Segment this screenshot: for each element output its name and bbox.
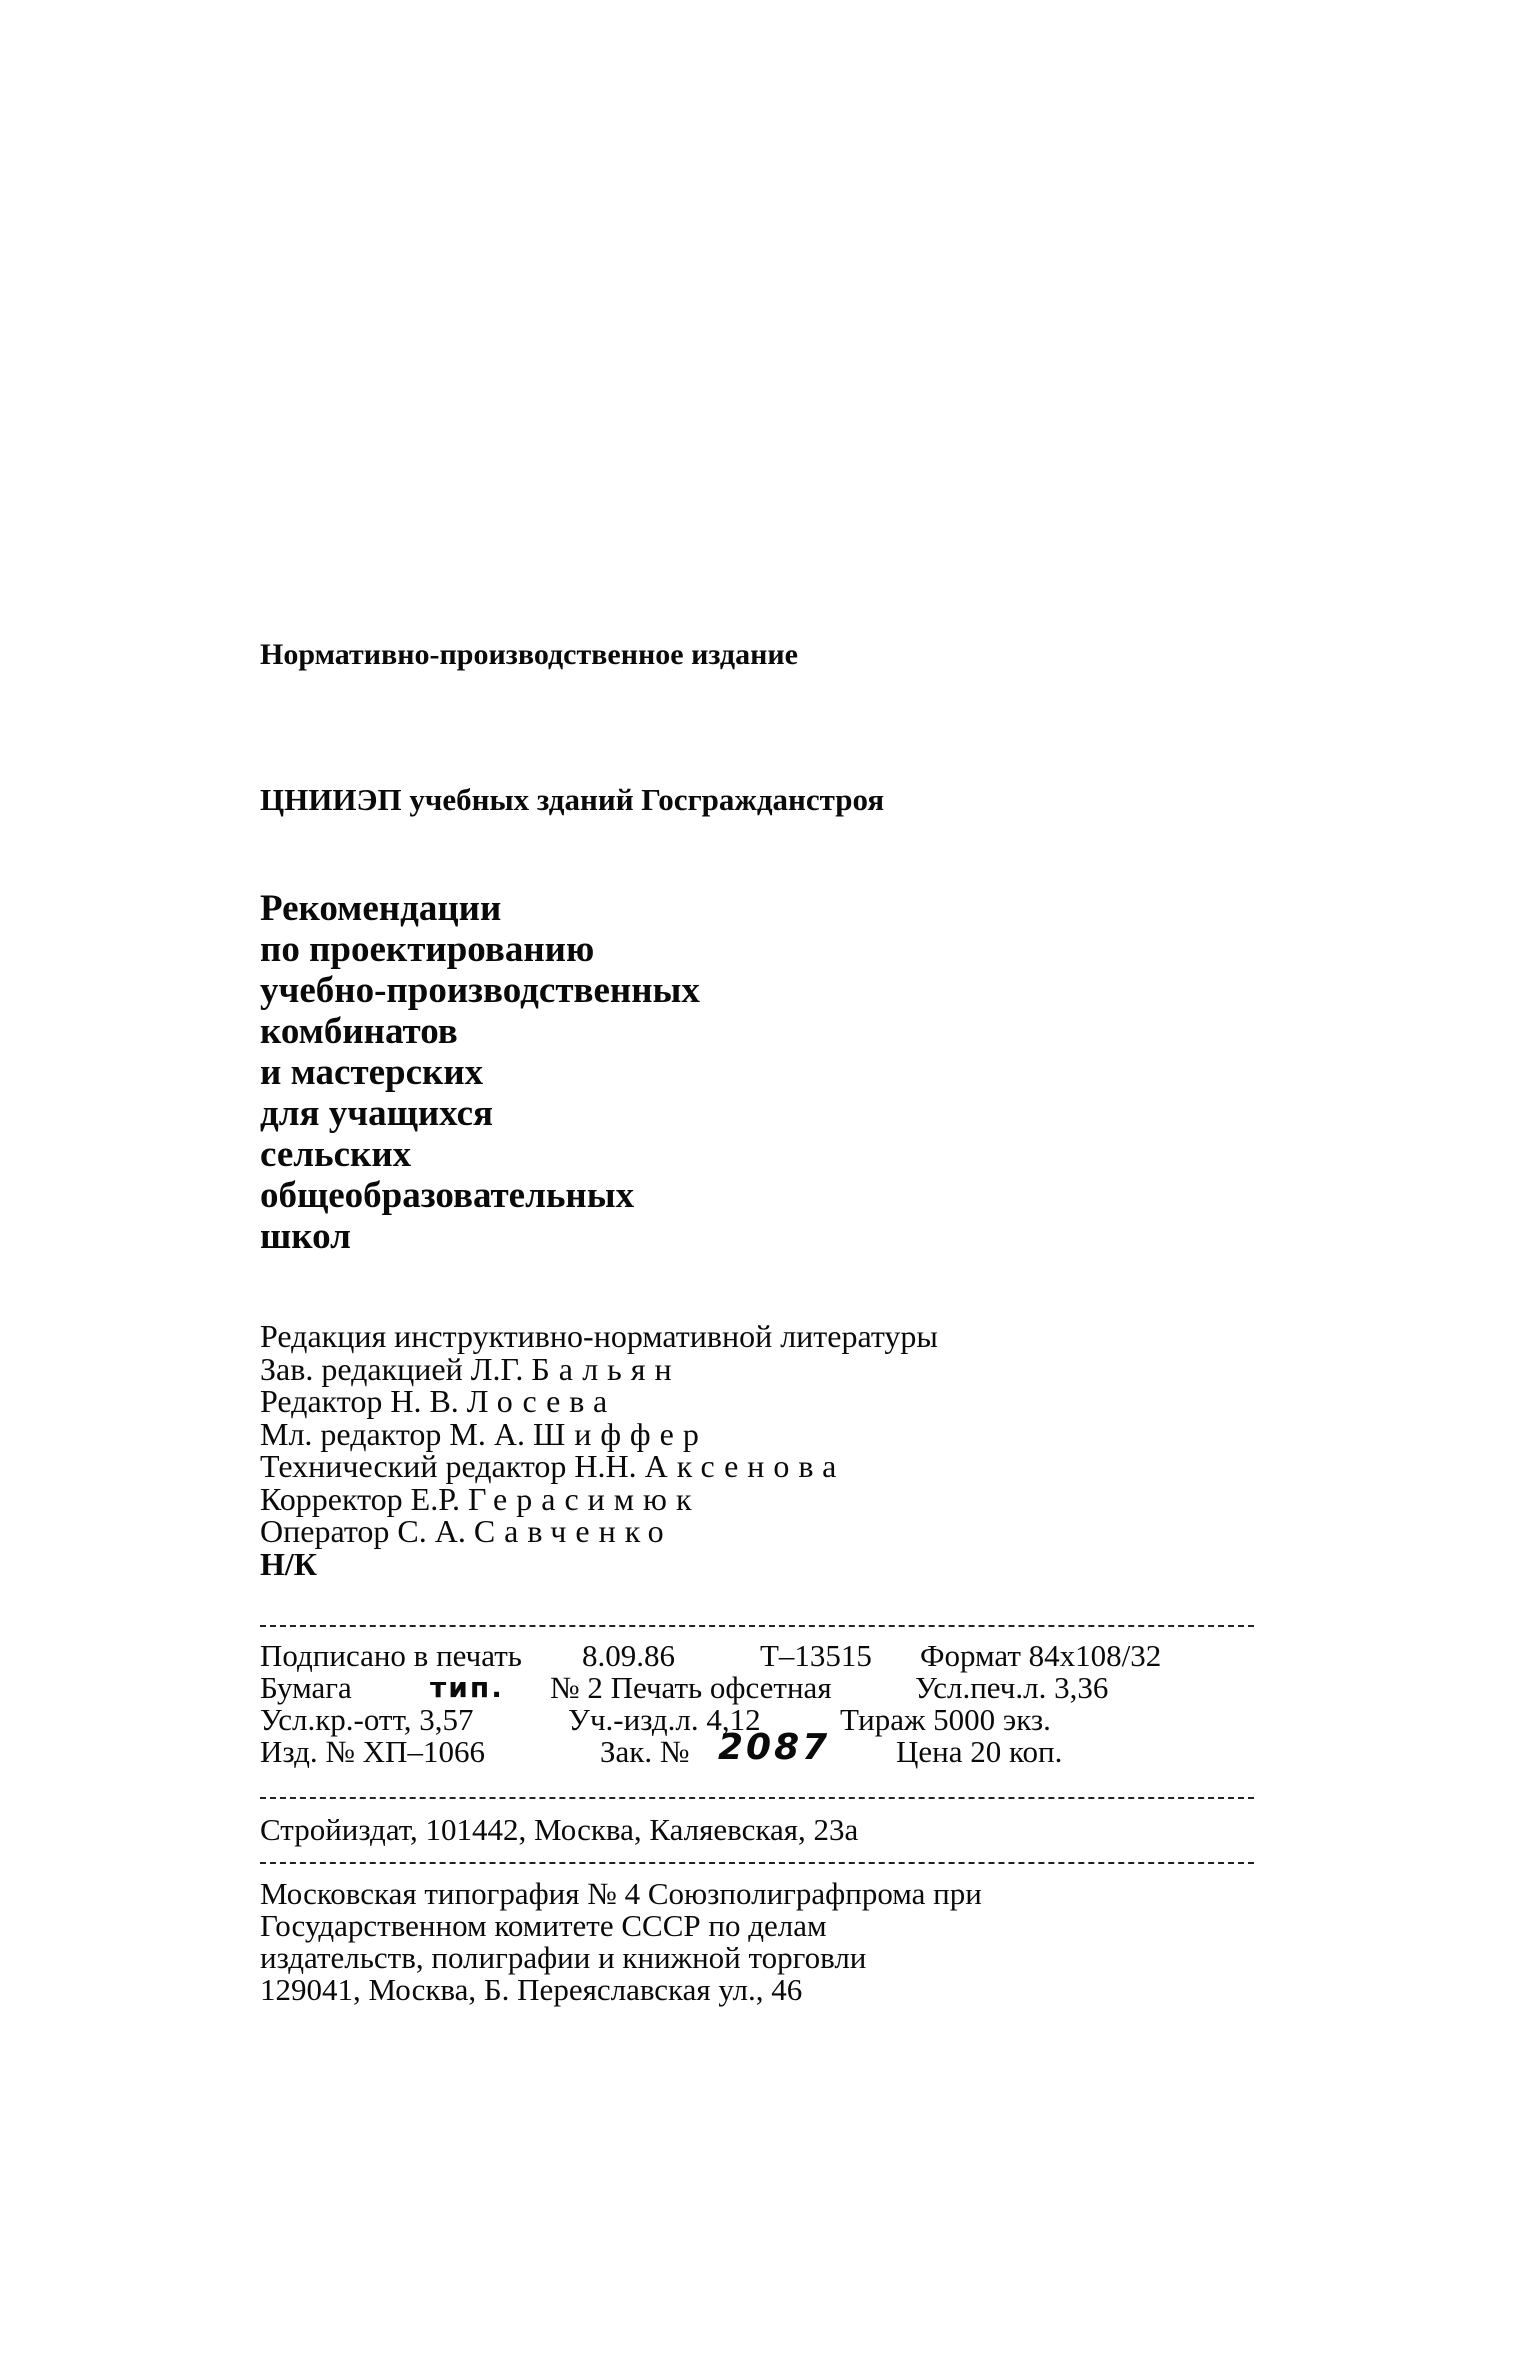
print-sheets: Усл.печ.л. 3,36	[915, 1670, 1109, 1705]
publisher-address: Стройиздат, 101442, Москва, Каляевская, 23а	[260, 1812, 859, 1847]
operator-name: Савченко	[473, 1513, 673, 1549]
price: Цена 20 коп.	[896, 1734, 1063, 1769]
editor	[260, 1385, 938, 1418]
title-line: Рекомендации	[260, 888, 502, 929]
code: Н/К	[260, 1545, 317, 1582]
operator-role: Оператор С. А.	[260, 1513, 466, 1549]
paper-type: тип.	[430, 1671, 504, 1704]
printer-line: издательств, полиграфии и книжной торговли	[260, 1940, 867, 1975]
spec-row	[260, 1670, 1109, 1705]
operator	[260, 1515, 938, 1548]
license-number: Т–13515	[760, 1638, 872, 1673]
printer-block	[260, 1878, 982, 2006]
color-prints: Усл.кр.-отт, 3,57	[260, 1702, 474, 1737]
head-role: Зав. редакцией Л.Г.	[260, 1350, 524, 1387]
credits-block	[260, 1320, 938, 1580]
publishing-sheets: Уч.-изд.л. 4,12	[568, 1702, 761, 1737]
title-line: сельских	[260, 1134, 412, 1175]
divider	[260, 1862, 1254, 1864]
print-specs	[260, 1638, 1162, 1769]
print-run: Тираж 5000 экз.	[840, 1702, 1051, 1737]
paper-number: № 2 Печать офсетная	[550, 1670, 832, 1705]
junior-editor-name: Шиффер	[532, 1415, 708, 1452]
title-line: для учащихся	[260, 1093, 494, 1134]
book-title	[260, 888, 700, 1257]
organization: ЦНИИЭП учебных зданий Госгражданстроя	[260, 782, 885, 817]
head-of-office	[260, 1350, 938, 1387]
printer-line: 129041, Москва, Б. Переяславская ул., 46	[260, 1972, 803, 2007]
title-line: по проектированию	[260, 929, 595, 970]
order-number: 2087	[718, 1727, 831, 1768]
divider	[260, 1625, 1254, 1627]
spec-row	[260, 1702, 1051, 1737]
technical-editor	[260, 1450, 938, 1483]
order-label: Зак. №	[600, 1734, 690, 1769]
tech-editor-role: Технический редактор Н.Н.	[260, 1448, 637, 1484]
junior-editor-role: Мл. редактор М. А.	[260, 1415, 525, 1452]
title-line: учебно-производственных	[260, 970, 700, 1011]
title-line: и мастерских	[260, 1052, 484, 1093]
paper-label: Бумага	[260, 1670, 352, 1705]
corrector	[260, 1480, 938, 1517]
tech-editor-name: Аксенова	[644, 1448, 846, 1484]
spec-row	[260, 1638, 1162, 1673]
title-line: комбинатов	[260, 1011, 458, 1052]
printer-line: Московская типография № 4 Союзполиграфпрома при	[260, 1876, 982, 1911]
printer-line: Государственном комитете СССР по делам	[260, 1908, 827, 1943]
spec-row	[260, 1727, 1063, 1769]
corrector-name: Герасимюк	[467, 1480, 701, 1517]
junior-editor	[260, 1415, 938, 1452]
editor-name: Лосева	[466, 1383, 617, 1419]
corrector-role: Корректор Е.Р.	[260, 1480, 460, 1517]
signed-label: Подписано в печать	[260, 1638, 522, 1673]
editorial-office: Редакция инструктивно-нормативной литературы	[260, 1318, 938, 1354]
title-line: общеобразовательных	[260, 1175, 635, 1216]
title-line: школ	[260, 1216, 351, 1257]
edition-number: Изд. № ХП–1066	[260, 1734, 485, 1769]
divider	[260, 1797, 1254, 1799]
signed-date: 8.09.86	[582, 1638, 675, 1673]
edition-type: Нормативно-производственное издание	[260, 638, 798, 671]
format: Формат 84x108/32	[920, 1638, 1162, 1673]
editor-role: Редактор Н. В.	[260, 1383, 459, 1419]
head-name: Бальян	[531, 1350, 681, 1387]
